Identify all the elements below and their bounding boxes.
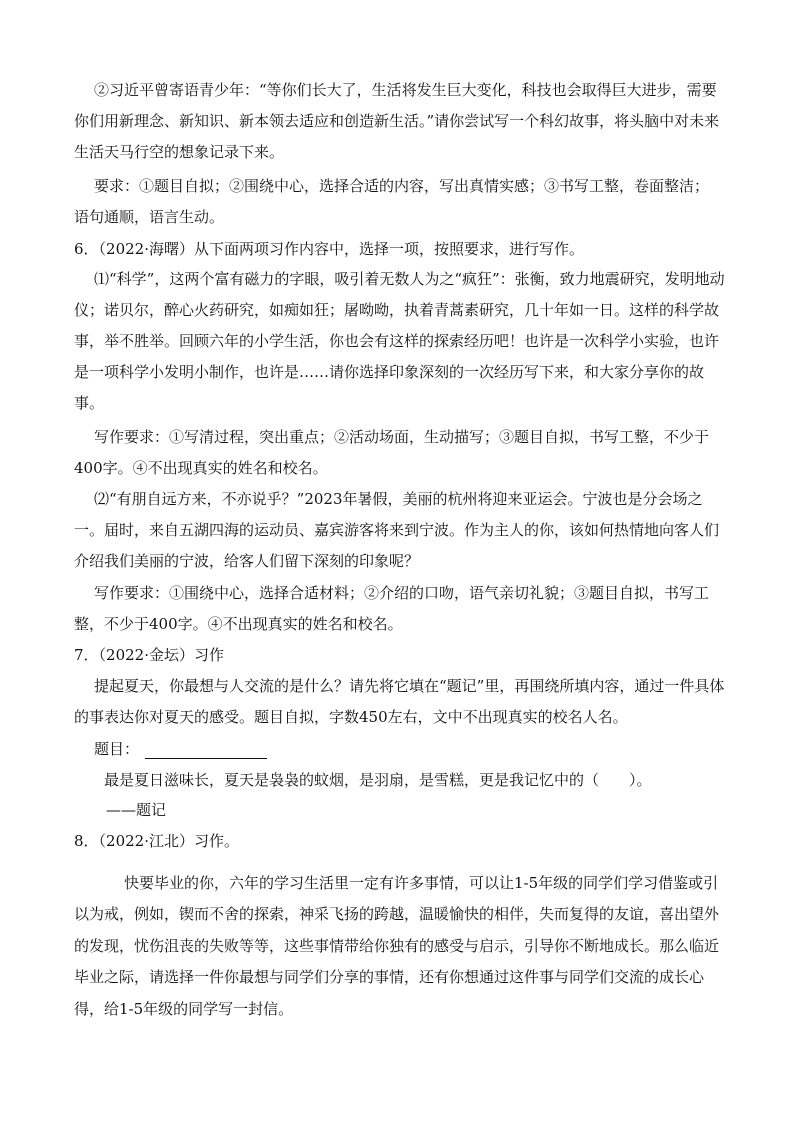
- q7-epigraph-sig: ——题记: [106, 801, 167, 819]
- q8-line4: 毕业之际，请选择一件你最想与同学们分享的事情，还有你想通过这件事与同学们交流的成长心: [74, 968, 705, 986]
- p1-line1: ②习近平曾寄语青少年：“等你们长大了，生活将发生巨大变化，科技也会取得巨大进步，需要: [94, 81, 717, 99]
- q6-p2-line1: ⑵“有朋自远方来，不亦说乎？”2023年暑假，美丽的杭州将迎来亚运会。宁波也是分会场之: [94, 490, 703, 508]
- q6-p1-line3: 事，举不胜举。回顾六年的小学生活，你也会有这样的探索经历吧！也许是一次科学小实验，也许: [74, 332, 720, 350]
- req1-line1: 要求：①题目自拟；②围绕中心，选择合适的内容，写出真情实感；③书写工整，卷面整洁；: [94, 177, 710, 195]
- q7-line1: 提起夏天，你最想与人交流的是什么？请先将它填在“题记”里，再围绕所填内容，通过一件具体: [94, 677, 725, 695]
- q6-p1-line1: ⑴“科学”，这两个富有磁力的字眼，吸引着无数人为之“疯狂”：张衡，致力地震研究，发明地动: [94, 270, 725, 288]
- q7-title: 7．（2022·金坛）习作: [74, 646, 224, 664]
- q6-req2-line1: 写作要求：①围绕中心，选择合适材料；②介绍的口吻，语气亲切礼貌；③题目自拟，书写工: [94, 584, 710, 602]
- q7-line2: 的事表达你对夏天的感受。题目自拟，字数450左右，文中不出现真实的校名人名。: [74, 708, 628, 726]
- q7-title-blank[interactable]: [145, 744, 267, 759]
- q6-p1-line2: 仪；诺贝尔，醉心火药研究，如痴如狂；屠呦呦，执着青蒿素研究，几十年如一日。这样的科学故: [74, 301, 720, 319]
- q8-line3: 的发现，忧伤沮丧的失败等等，这些事情带给你独有的感受与启示，引导你不断地成长。那么临近: [74, 937, 720, 955]
- q6-p2-line2: 一。届时，来自五湖四海的运动员、嘉宾游客将来到宁波。作为主人的你，该如何热情地向客人们: [74, 521, 720, 539]
- q8-line1: 快要毕业的你，六年的学习生活里一定有许多事情，可以让1-5年级的同学们学习借鉴或引: [124, 874, 719, 892]
- q8-line2: 以为戒，例如，锲而不舍的探索，神采飞扬的跨越，温暖愉快的相伴，失而复得的友谊，喜出望外: [74, 905, 720, 923]
- p1-line3: 生活天马行空的想象记录下来。: [74, 143, 285, 161]
- q8-title: 8．（2022·江北）习作。: [74, 832, 239, 850]
- p1-line2: 你们用新理念、新知识、新本领去适应和创造新生活。”请你尝试写一个科幻故事，将头脑中对未来: [74, 112, 720, 130]
- q8-line5: 得，给1-5年级的同学写一封信。: [74, 1000, 294, 1018]
- q6-req1-line1: 写作要求：①写清过程，突出重点；②活动场面，生动描写；③题目自拟，书写工整，不少于: [94, 428, 710, 446]
- q7-title-label: 题目：: [94, 740, 140, 758]
- q6-p2-line3: 介绍我们美丽的宁波，给客人们留下深刻的印象呢？: [74, 552, 420, 570]
- req1-line2: 语句通顺，语言生动。: [74, 208, 225, 226]
- q6-title: 6．（2022·海曙）从下面两项习作内容中，选择一项，按照要求，进行写作。: [74, 240, 584, 258]
- q6-p1-line4: 是一项科学小发明小制作，也许是……请你选择印象深刻的一次经历写下来，和大家分享你的故: [74, 363, 705, 381]
- q7-title-row: [94, 739, 744, 759]
- q6-req2-line2: 整，不少于400字。④不出现真实的姓名和校名。: [74, 615, 403, 633]
- q6-p1-line5: 事。: [74, 394, 105, 412]
- q7-epigraph: 最是夏日滋味长，夏天是袅袅的蚊烟，是羽扇，是雪糕，更是我记忆中的（ ）。: [104, 771, 652, 789]
- q6-req1-line2: 400字。④不出现真实的姓名和校名。: [74, 459, 328, 477]
